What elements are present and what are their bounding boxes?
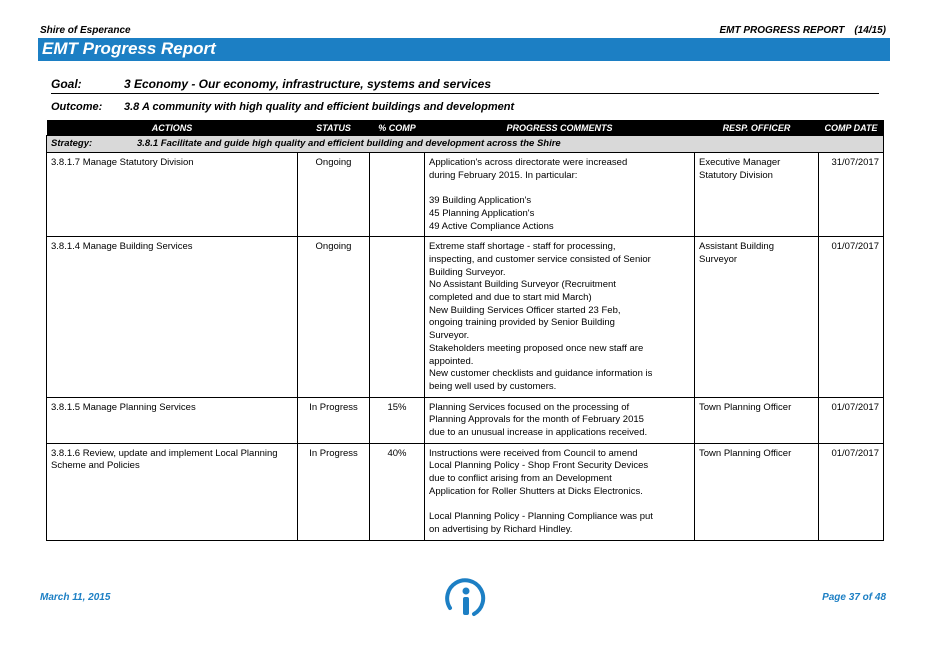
comp-date-cell: 31/07/2017 xyxy=(819,153,884,237)
comment-line: Local Planning Policy - Shop Front Security Devices xyxy=(429,460,649,472)
comment-line: Local Planning Policy - Planning Compliance was put xyxy=(429,511,653,523)
resp-officer-cell: Executive Manager Statutory Division xyxy=(695,153,819,237)
resp-officer-cell: Assistant Building Surveyor xyxy=(695,237,819,397)
comment-line: ongoing training provided by Senior Building xyxy=(429,317,615,329)
actions-table xyxy=(46,120,884,541)
status-cell: In Progress xyxy=(298,443,370,540)
report-heading xyxy=(709,25,886,36)
shire-logo-icon xyxy=(444,578,488,618)
comment-line: Stakeholders meeting proposed once new staff are xyxy=(429,342,644,354)
comment-line: Instructions were received from Council to amend xyxy=(429,447,638,459)
comp-date-cell: 01/07/2017 xyxy=(819,443,884,540)
comment-line: due to an unusual increase in applications received. xyxy=(429,427,648,439)
pct-complete-cell xyxy=(370,237,425,397)
status-cell: Ongoing xyxy=(298,153,370,237)
outcome-text: 3.8 A community with high quality and efficient buildings and development xyxy=(124,101,515,113)
comment-line: 49 Active Compliance Actions xyxy=(429,220,554,232)
progress-comments-cell xyxy=(425,443,695,540)
action-cell: 3.8.1.7 Manage Statutory Division xyxy=(47,153,298,237)
comment-line: appointed. xyxy=(429,355,474,367)
goal-label: Goal: xyxy=(51,77,82,91)
resp-officer-cell: Town Planning Officer xyxy=(695,443,819,540)
pct-complete-cell: 15% xyxy=(370,397,425,443)
comment-line: Extreme staff shortage - staff for processing, xyxy=(429,241,616,253)
report-title: EMT PROGRESS REPORT xyxy=(719,25,845,36)
banner-title: EMT Progress Report xyxy=(42,39,216,58)
strategy-row xyxy=(47,136,884,153)
status-cell: In Progress xyxy=(298,397,370,443)
comment-line: being well used by customers. xyxy=(429,380,557,392)
action-cell: 3.8.1.5 Manage Planning Services xyxy=(47,397,298,443)
comment-line: New Building Services Officer started 23 Feb, xyxy=(429,304,621,316)
column-header-pct-comp: % COMP xyxy=(370,120,425,136)
comment-line xyxy=(429,499,690,512)
comment-line: Surveyor. xyxy=(429,330,470,342)
table-row xyxy=(47,397,884,443)
table-header-row xyxy=(47,120,884,136)
comment-line: Application for Roller Shutters at Dicks Electronics. xyxy=(429,485,643,497)
comment-line: 45 Planning Application's xyxy=(429,207,535,219)
table-row xyxy=(47,443,884,540)
table-row xyxy=(47,153,884,237)
column-header-progress-comments: PROGRESS COMMENTS xyxy=(425,120,695,136)
comment-line: No Assistant Building Surveyor (Recruitment xyxy=(429,279,616,291)
footer-date: March 11, 2015 xyxy=(40,592,111,603)
column-header-comp-date: COMP DATE xyxy=(819,120,884,136)
column-header-resp-officer: RESP. OFFICER xyxy=(695,120,819,136)
comment-line: completed and due to start mid March) xyxy=(429,292,592,304)
comp-date-cell: 01/07/2017 xyxy=(819,237,884,397)
comment-line: Planning Services focused on the processing of xyxy=(429,401,630,413)
comment-line: 39 Building Application's xyxy=(429,195,532,207)
comment-line xyxy=(429,182,690,195)
comment-line: Planning Approvals for the month of February 2015 xyxy=(429,414,644,426)
table-row xyxy=(47,237,884,397)
pct-complete-cell: 40% xyxy=(370,443,425,540)
comment-line: Application's across directorate were increased xyxy=(429,157,628,168)
footer-page-number: Page 37 of 48 xyxy=(822,592,886,603)
strategy-label: Strategy: xyxy=(51,138,93,149)
comment-line: during February 2015. In particular: xyxy=(429,169,578,181)
comp-date-cell: 01/07/2017 xyxy=(819,397,884,443)
progress-comments-cell xyxy=(425,397,695,443)
goal-text: 3 Economy - Our economy, infrastructure, systems and services xyxy=(124,77,492,91)
column-header-actions: ACTIONS xyxy=(47,120,298,136)
status-cell: Ongoing xyxy=(298,237,370,397)
title-banner xyxy=(38,38,890,61)
comment-line: on advertising by Richard Hindley. xyxy=(429,523,573,535)
progress-comments-cell xyxy=(425,237,695,397)
pct-complete-cell xyxy=(370,153,425,237)
comment-line: inspecting, and customer service consisted of Senior xyxy=(429,253,651,265)
comment-line: Building Surveyor. xyxy=(429,266,506,278)
goal-row xyxy=(51,77,879,94)
report-number: (14/15) xyxy=(854,25,886,36)
comment-line: New customer checklists and guidance information is xyxy=(429,368,653,380)
progress-comments-cell xyxy=(425,153,695,237)
column-header-status: STATUS xyxy=(298,120,370,136)
comment-line: due to conflict arising from an Development xyxy=(429,473,612,485)
organisation-name: Shire of Esperance xyxy=(40,25,131,36)
strategy-text: 3.8.1 Facilitate and guide high quality and efficient building and development across the Shire xyxy=(137,138,561,149)
action-cell: 3.8.1.4 Manage Building Services xyxy=(47,237,298,397)
resp-officer-cell: Town Planning Officer xyxy=(695,397,819,443)
outcome-label: Outcome: xyxy=(51,101,103,113)
action-cell: 3.8.1.6 Review, update and implement Local Planning Scheme and Policies xyxy=(47,443,298,540)
